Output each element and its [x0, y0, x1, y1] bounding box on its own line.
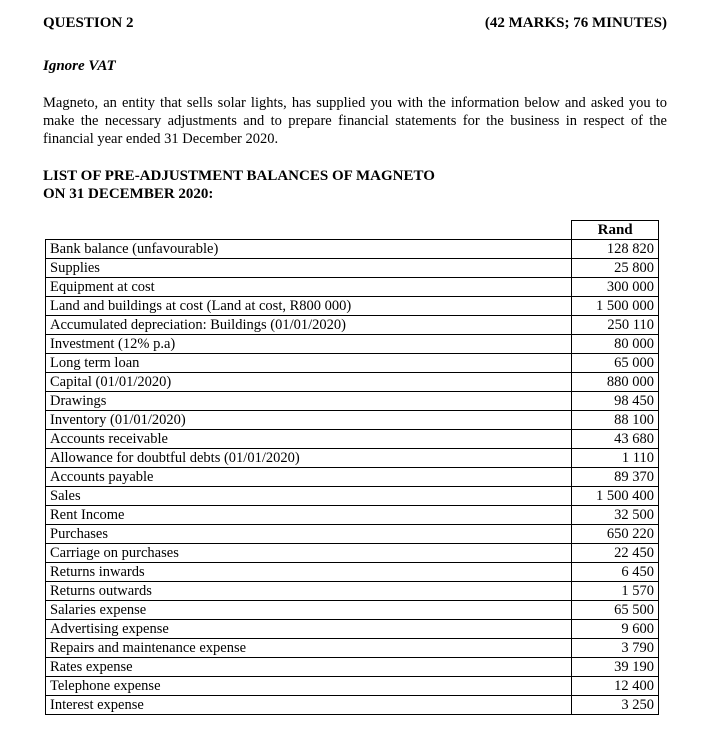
row-label: Capital (01/01/2020): [46, 373, 572, 392]
row-amount: 250 110: [572, 316, 659, 335]
table-row: [46, 335, 659, 354]
row-label: Land and buildings at cost (Land at cost, R800 000): [46, 297, 572, 316]
row-label: Supplies: [46, 259, 572, 278]
row-amount: 128 820: [572, 240, 659, 259]
row-label: Interest expense: [46, 696, 572, 715]
table-row: [46, 506, 659, 525]
row-amount: 12 400: [572, 677, 659, 696]
table-row: [46, 468, 659, 487]
row-amount: 65 000: [572, 354, 659, 373]
table-row: [46, 487, 659, 506]
table-row: [46, 278, 659, 297]
row-label: Carriage on purchases: [46, 544, 572, 563]
row-amount: 1 500 000: [572, 297, 659, 316]
row-amount: 88 100: [572, 411, 659, 430]
row-label: Equipment at cost: [46, 278, 572, 297]
row-amount: 65 500: [572, 601, 659, 620]
row-label: Accounts receivable: [46, 430, 572, 449]
row-amount: 1 110: [572, 449, 659, 468]
table-row: [46, 411, 659, 430]
list-title-line-1: LIST OF PRE-ADJUSTMENT BALANCES OF MAGNETO: [43, 168, 435, 184]
row-amount: 32 500: [572, 506, 659, 525]
table-row: [46, 240, 659, 259]
row-amount: 880 000: [572, 373, 659, 392]
row-label: Salaries expense: [46, 601, 572, 620]
row-label: Accounts payable: [46, 468, 572, 487]
row-amount: 300 000: [572, 278, 659, 297]
row-amount: 39 190: [572, 658, 659, 677]
table-row: [46, 297, 659, 316]
table-row: [46, 316, 659, 335]
row-amount: 1 500 400: [572, 487, 659, 506]
row-label: Accumulated depreciation: Buildings (01/01/2020): [46, 316, 572, 335]
table-row: [46, 354, 659, 373]
table-row: [46, 677, 659, 696]
header-blank-cell: [46, 221, 572, 240]
table-row: [46, 544, 659, 563]
row-amount: 3 790: [572, 639, 659, 658]
row-label: Allowance for doubtful debts (01/01/2020): [46, 449, 572, 468]
row-label: Telephone expense: [46, 677, 572, 696]
row-amount: 650 220: [572, 525, 659, 544]
row-amount: 9 600: [572, 620, 659, 639]
row-label: Inventory (01/01/2020): [46, 411, 572, 430]
row-label: Rent Income: [46, 506, 572, 525]
row-label: Investment (12% p.a): [46, 335, 572, 354]
table-row: [46, 259, 659, 278]
table-row: [46, 620, 659, 639]
list-title: [43, 167, 435, 203]
row-label: Returns inwards: [46, 563, 572, 582]
table-row: [46, 430, 659, 449]
table-row: [46, 563, 659, 582]
question-header: [43, 15, 667, 32]
balances-table: [45, 220, 659, 715]
amount-column-header: Rand: [572, 221, 659, 240]
table-row: [46, 658, 659, 677]
row-amount: 43 680: [572, 430, 659, 449]
list-title-line-2: ON 31 DECEMBER 2020:: [43, 186, 214, 202]
question-marks: (42 MARKS; 76 MINUTES): [484, 15, 667, 31]
row-label: Purchases: [46, 525, 572, 544]
table-row: [46, 696, 659, 715]
row-label: Advertising expense: [46, 620, 572, 639]
row-label: Returns outwards: [46, 582, 572, 601]
vat-instruction: Ignore VAT: [43, 58, 116, 74]
row-amount: 80 000: [572, 335, 659, 354]
table-row: [46, 525, 659, 544]
balances-table-body: [46, 221, 659, 715]
table-row: [46, 582, 659, 601]
row-label: Repairs and maintenance expense: [46, 639, 572, 658]
row-label: Rates expense: [46, 658, 572, 677]
row-amount: 1 570: [572, 582, 659, 601]
table-row: [46, 601, 659, 620]
table-row: [46, 449, 659, 468]
row-label: Bank balance (unfavourable): [46, 240, 572, 259]
row-amount: 89 370: [572, 468, 659, 487]
row-amount: 6 450: [572, 563, 659, 582]
row-amount: 3 250: [572, 696, 659, 715]
row-label: Drawings: [46, 392, 572, 411]
table-row: [46, 373, 659, 392]
row-amount: 98 450: [572, 392, 659, 411]
intro-paragraph: Magneto, an entity that sells solar lights, has supplied you with the information below and asked you to make the necessary adjustments and to prepare financial statements for the business in respect of the financial year ended 31 December 2020.: [43, 95, 667, 147]
row-label: Sales: [46, 487, 572, 506]
table-row: [46, 639, 659, 658]
table-header-row: [46, 221, 659, 240]
table-row: [46, 392, 659, 411]
row-amount: 25 800: [572, 259, 659, 278]
row-label: Long term loan: [46, 354, 572, 373]
row-amount: 22 450: [572, 544, 659, 563]
question-number: QUESTION 2: [43, 15, 134, 31]
